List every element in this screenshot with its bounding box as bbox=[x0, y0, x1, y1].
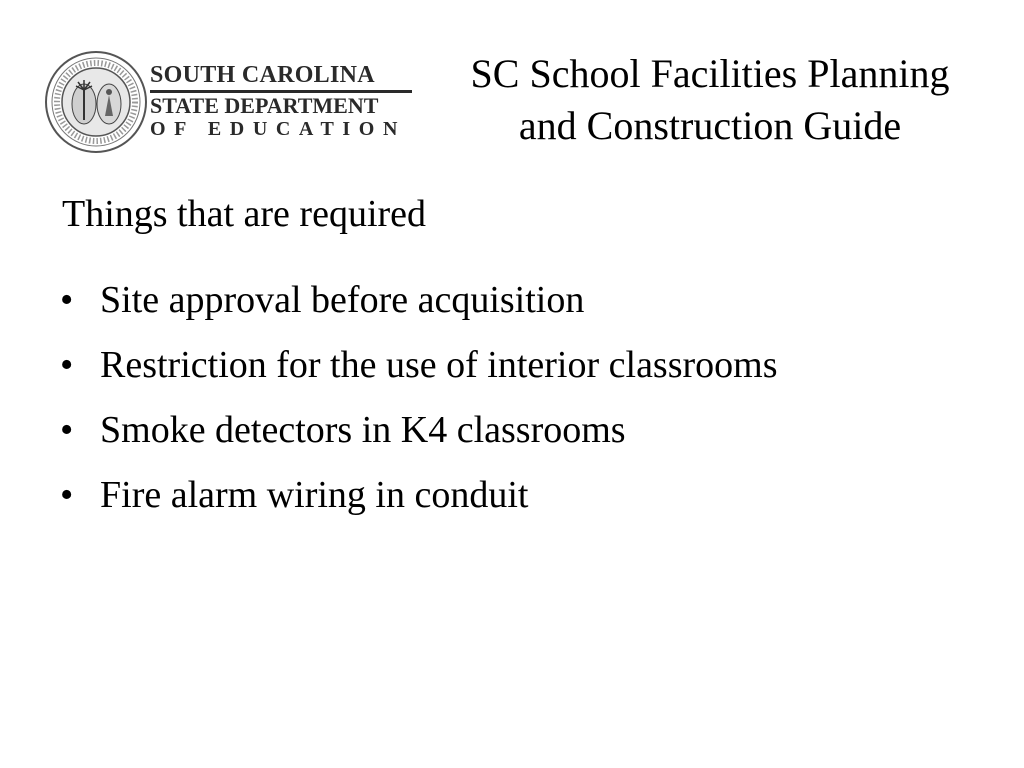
state-seal-icon bbox=[44, 50, 148, 154]
logo-line-of-education: OF EDUCATION bbox=[150, 118, 406, 140]
bullet-text: Site approval before acquisition bbox=[100, 279, 585, 321]
logo-wordmark bbox=[150, 62, 420, 141]
slide-subtitle: Things that are required bbox=[62, 193, 427, 235]
bullet-text: Smoke detectors in K4 classrooms bbox=[100, 409, 626, 451]
bullet-dot: • bbox=[60, 344, 74, 386]
bullet-dot: • bbox=[60, 279, 74, 321]
bullet-list bbox=[60, 276, 778, 536]
bullet-item bbox=[60, 341, 778, 389]
logo-line-south-carolina: SOUTH CAROLINA bbox=[150, 62, 375, 88]
bullet-text: Fire alarm wiring in conduit bbox=[100, 474, 529, 516]
bullet-dot: • bbox=[60, 409, 74, 451]
logo-line-state-department: STATE DEPARTMENT bbox=[150, 93, 379, 118]
bullet-dot: • bbox=[60, 474, 74, 516]
bullet-text: Restriction for the use of interior classrooms bbox=[100, 344, 778, 386]
sc-education-logo bbox=[44, 50, 420, 154]
slide-title-line2: and Construction Guide bbox=[518, 103, 902, 148]
slide-title-line1: SC School Facilities Planning bbox=[470, 51, 950, 96]
slide-title bbox=[430, 48, 990, 152]
bullet-item bbox=[60, 471, 778, 519]
bullet-item bbox=[60, 276, 778, 324]
bullet-item bbox=[60, 406, 778, 454]
